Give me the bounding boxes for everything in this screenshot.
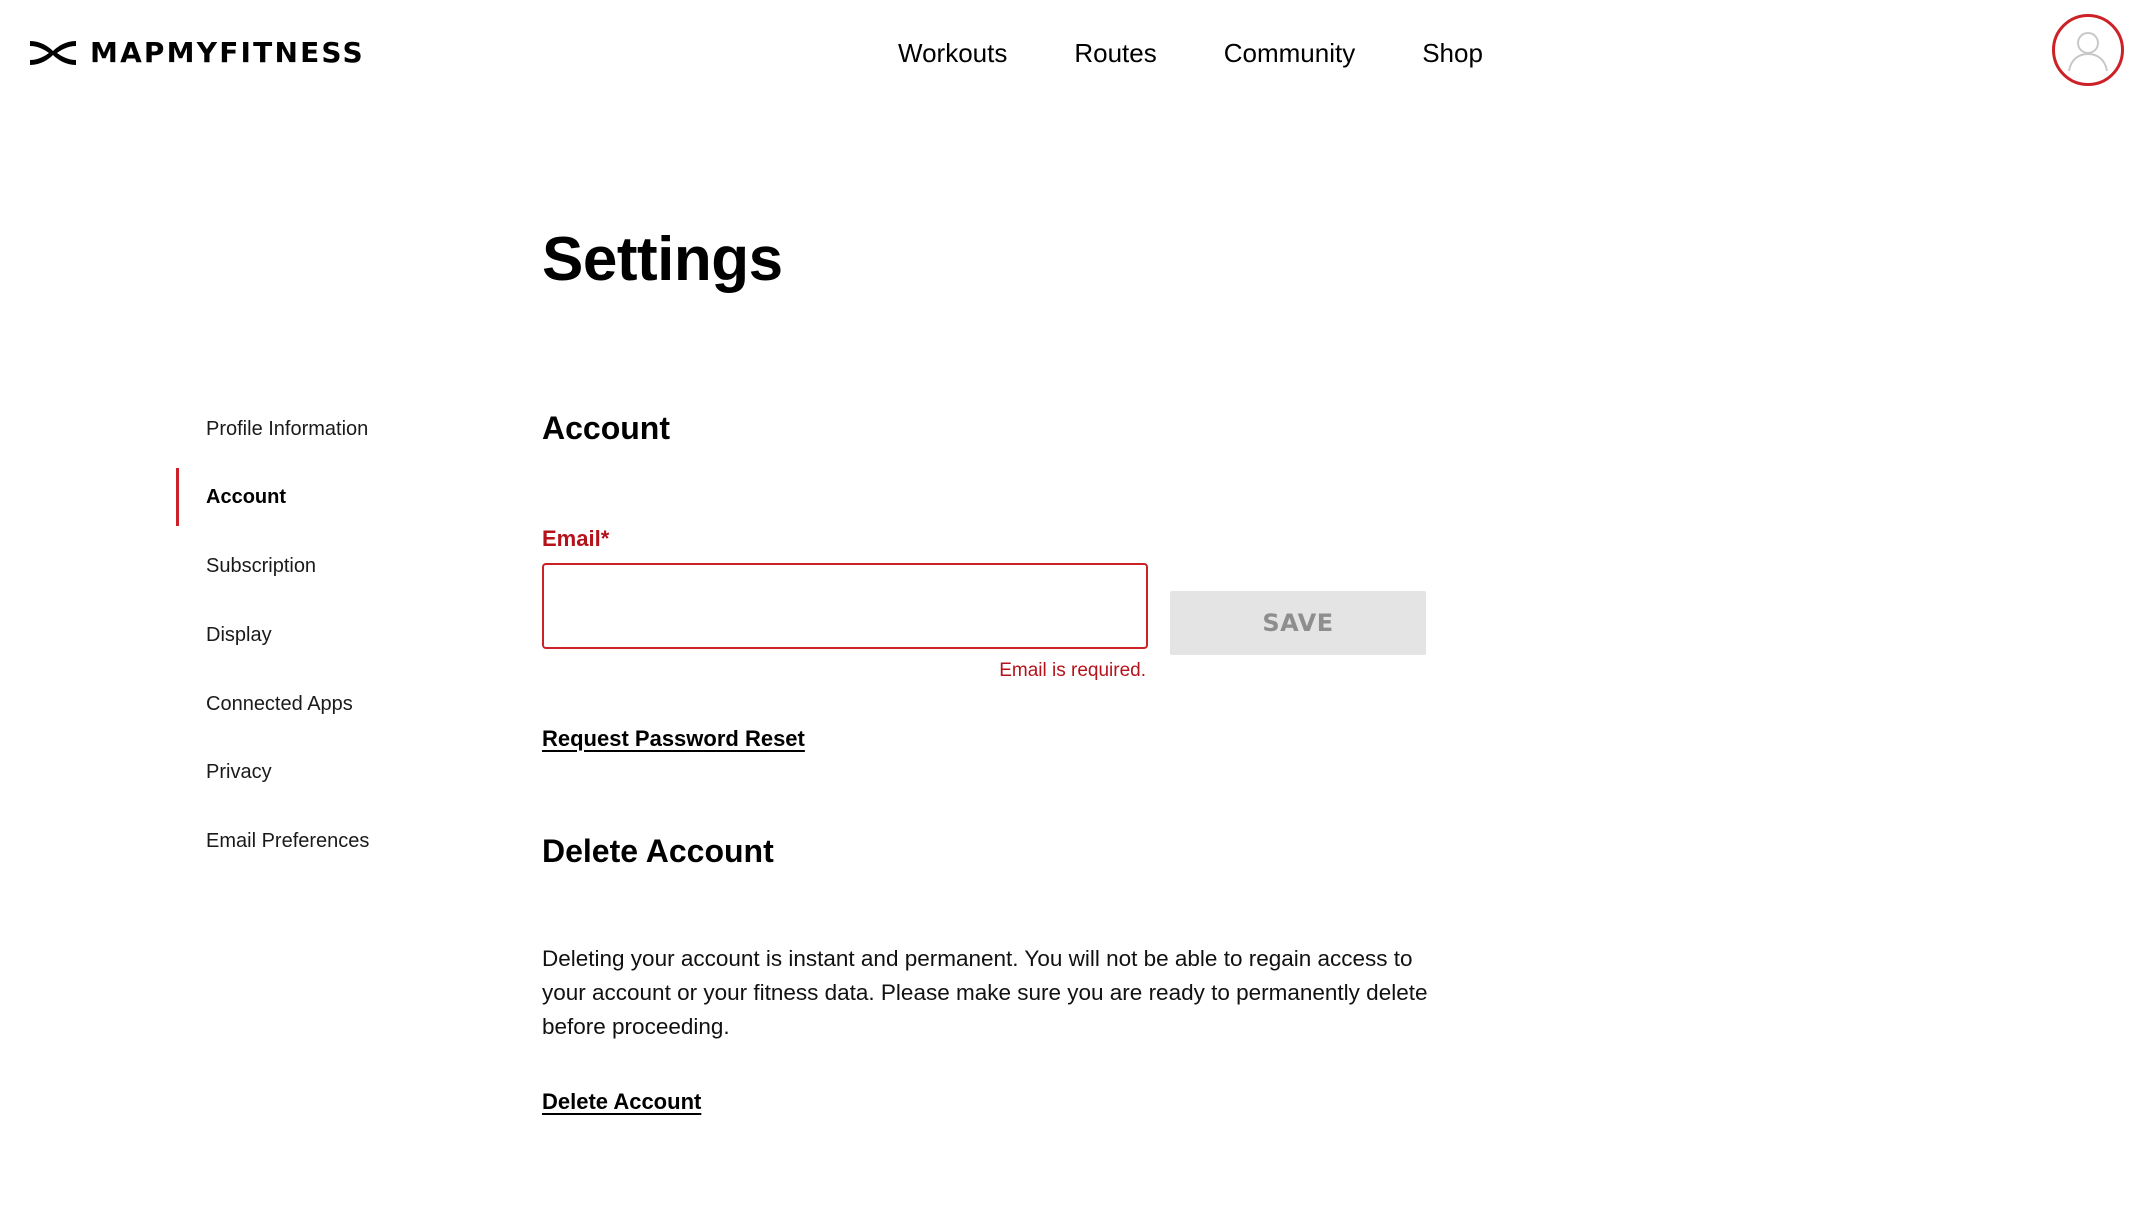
sidebar-item-account[interactable]: [176, 468, 476, 526]
sidebar-item-profile-information[interactable]: [176, 400, 476, 458]
sidebar-item-label: Profile Information: [206, 417, 369, 440]
sidebar-item-privacy[interactable]: [176, 743, 476, 801]
delete-account-heading: Delete Account: [542, 833, 774, 869]
sidebar-item-subscription[interactable]: [176, 537, 476, 595]
email-input[interactable]: [542, 563, 1148, 649]
main-nav: [898, 36, 1483, 70]
sidebar-item-label: Account: [206, 485, 286, 508]
save-button[interactable]: SAVE: [1170, 591, 1426, 655]
account-heading: Account: [542, 410, 670, 446]
delete-account-link[interactable]: Delete Account: [542, 1089, 702, 1114]
sidebar-item-label: Display: [206, 623, 272, 646]
sidebar-item-label: Privacy: [206, 760, 272, 783]
nav-shop[interactable]: Shop: [1422, 38, 1483, 68]
mapmyfitness-logo[interactable]: [28, 36, 365, 70]
email-error-message: Email is required.: [999, 660, 1146, 681]
sidebar-item-email-preferences[interactable]: [176, 812, 476, 870]
sidebar-item-connected-apps[interactable]: [176, 675, 476, 733]
user-avatar-icon: [2059, 21, 2117, 79]
user-avatar-button[interactable]: [2052, 14, 2124, 86]
top-navigation-bar: [0, 0, 2148, 108]
sidebar-item-display[interactable]: [176, 606, 476, 664]
sidebar-item-label: Subscription: [206, 554, 317, 577]
sidebar-item-label: Email Preferences: [206, 829, 370, 852]
nav-routes[interactable]: Routes: [1074, 38, 1157, 68]
email-label: Email*: [542, 526, 610, 551]
request-password-reset-link[interactable]: Request Password Reset: [542, 726, 805, 751]
sidebar-item-label: Connected Apps: [206, 692, 353, 715]
delete-account-description: Deleting your account is instant and permanent. You will not be able to regain access to your account or your fitness data. Please make sure you are ready to permanently delete before proceeding.: [542, 946, 1428, 1039]
brand-wordmark: MAPMYFITNESS: [90, 36, 365, 69]
nav-community[interactable]: Community: [1223, 38, 1356, 68]
under-armour-logo-icon: [28, 38, 78, 68]
nav-workouts[interactable]: Workouts: [898, 38, 1008, 68]
page-title: Settings: [542, 225, 783, 294]
